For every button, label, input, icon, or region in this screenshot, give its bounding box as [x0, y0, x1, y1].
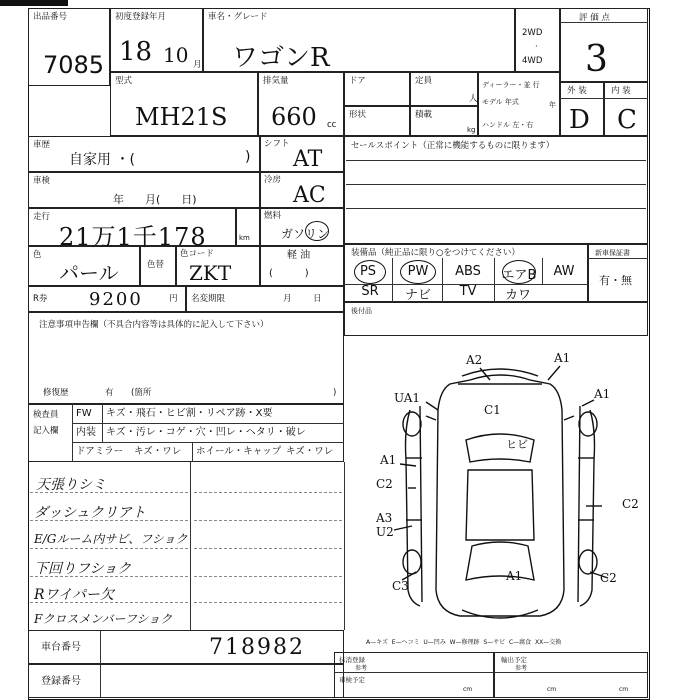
equip-aw: AW: [553, 264, 575, 279]
warranty-label: 新車保証書: [595, 249, 630, 257]
equip-airbag: エアB: [501, 268, 537, 283]
displacement-value: 660: [271, 103, 317, 131]
usage-close: ): [245, 149, 251, 165]
interior-grade: C: [617, 105, 637, 135]
lot-number: 7085: [43, 51, 105, 79]
mileage-cell: [28, 208, 236, 251]
footer-box4: 参考: [515, 665, 528, 672]
remarks-right-border: [344, 462, 345, 630]
equip-leather: カワ: [504, 288, 531, 303]
cc-unit: cc: [327, 120, 337, 130]
mileage-label: 走行: [33, 212, 51, 222]
yen-unit: 円: [169, 294, 178, 304]
remarks-divider: [190, 462, 191, 630]
score-cell: [560, 8, 648, 82]
diagram-mark-a1-right: A1: [594, 387, 611, 401]
interior-label: 内 装: [611, 86, 631, 96]
inspect-wheel-cat: ホイール・キャップ: [196, 446, 282, 457]
inspector-label-2: 記入欄: [33, 426, 59, 436]
dealer-label: ディーラー・並 行: [482, 81, 540, 89]
handle-label: ハンドル 左・右: [482, 121, 534, 129]
expiry-label: 名変期限: [191, 294, 226, 304]
drive-cell: [515, 8, 560, 72]
shift-value: AT: [293, 147, 323, 172]
load-label: 積載: [415, 110, 433, 120]
remark-6: Fクロスメンバーフショク: [34, 612, 173, 626]
airbag-circle: [502, 260, 536, 284]
dealer-cell: [478, 72, 560, 136]
equip-col-3: [494, 258, 495, 302]
shift-label: シフト: [264, 139, 290, 149]
color-label: 色: [33, 250, 42, 260]
footer-cm-1: cm: [463, 686, 473, 693]
diagram-mark-c2-rear: C2: [600, 571, 617, 585]
color-code-cell: [176, 246, 260, 286]
chassis-label: 車台番号: [41, 642, 81, 653]
footer-right-box: [494, 652, 648, 698]
footer-box1-sub: 参考: [355, 665, 368, 672]
footer-box3: 輸出予定: [501, 656, 527, 664]
inspector-col-3: [192, 442, 193, 462]
inspector-row-1: [72, 423, 344, 424]
remark-2: ダッシュクリアト: [34, 505, 146, 521]
lot-number-cell: [28, 8, 110, 86]
sales-line-2: [346, 184, 646, 185]
color-cell: [28, 246, 140, 286]
diagram-mark-c1: C1: [484, 403, 501, 417]
sales-points-cell: [344, 136, 648, 244]
diagram-mark-crack: ヒビ: [506, 438, 528, 451]
equip-abs: ABS: [455, 264, 481, 279]
pw-circle: [400, 260, 436, 284]
displacement-label: 排気量: [263, 76, 289, 86]
fuel-circle: [305, 221, 329, 241]
remark-right-line-1: [194, 492, 342, 493]
inspect-fw-cat: FW: [76, 408, 92, 419]
footer-left-box: [334, 652, 494, 698]
repaint-label: 色替: [147, 260, 165, 270]
ac-value: AC: [293, 183, 326, 208]
mileage-value: 21万1千178: [59, 223, 207, 251]
equip-pw: PW: [407, 264, 429, 279]
remark-right-line-2: [194, 520, 342, 521]
inspection-cell: [28, 172, 260, 208]
grade-label-divider: [560, 98, 648, 99]
first-reg-year: 18: [119, 37, 153, 67]
remark-right-line-3: [194, 548, 342, 549]
load-unit: kg: [467, 126, 476, 134]
shift-cell: [260, 136, 344, 172]
first-reg-month: 10: [163, 43, 189, 67]
inspector-col-2: [102, 404, 103, 442]
diagram-mark-a1-left: A1: [380, 453, 397, 467]
inspector-col: [72, 404, 73, 462]
drive-2wd: 2WD: [522, 28, 543, 38]
equip-navi: ナビ: [404, 288, 431, 303]
diagram-mark-c3: C3: [392, 579, 409, 593]
expiry-fields: 月 日: [283, 294, 322, 304]
exterior-grade: D: [569, 105, 590, 135]
warranty-cell: [588, 244, 648, 302]
footer-box1: 抹消登録: [339, 656, 365, 664]
sales-line-1: [346, 160, 646, 161]
diagram-mark-u2: U2: [376, 525, 394, 539]
light-oil-paren: ( ): [269, 268, 309, 279]
repair-place: (箇所: [131, 388, 152, 398]
drive-dot: ·: [535, 42, 538, 52]
diagram-mark-c2-right: C2: [622, 497, 639, 511]
aftermarket-cell: [344, 302, 648, 336]
capacity-cell: [410, 72, 478, 106]
inspect-int-text: キズ・汚レ・コゲ・穴・凹レ・ヘタリ・破レ: [106, 427, 306, 438]
equip-col-4: [542, 258, 543, 284]
ac-cell: [260, 172, 344, 208]
inspect-mirror-text: キズ・ワレ: [134, 446, 182, 457]
remark-3: E/Gルーム内サビ、フショク: [34, 532, 188, 546]
shape-label: 形状: [349, 110, 367, 120]
ac-label: 冷房: [264, 175, 282, 185]
model-value: MH21S: [135, 103, 228, 131]
light-oil-cell: [260, 246, 344, 286]
remark-line-3: [30, 548, 188, 549]
interior-grade-cell: [604, 82, 648, 136]
aftermarket-label: 後付品: [351, 307, 372, 315]
equip-ps: PS: [359, 264, 377, 279]
km-unit: km: [239, 234, 250, 242]
repair-label: 修復歴: [43, 388, 69, 398]
sales-points-label: セールスポイント（正常に機能するものに限ります）: [351, 141, 555, 151]
remark-right-line-4: [194, 576, 342, 577]
drive-4wd: 4WD: [522, 56, 543, 66]
capacity-unit: 人: [469, 94, 478, 104]
load-cell: [410, 106, 478, 136]
remark-4: 下回りフショク: [34, 561, 132, 577]
top-black-tab: [0, 0, 68, 6]
inspector-row-2: [72, 442, 344, 443]
inspect-fw-text: キズ・飛石・ヒビ割・リペア跡・X要: [106, 408, 273, 419]
equip-col-1: [392, 258, 393, 302]
first-reg-label: 初度登録年月: [115, 12, 167, 22]
month-suffix: 月: [193, 60, 202, 70]
score-underline: [560, 22, 648, 23]
model-cell: [110, 72, 258, 136]
equipment-header: 装備品（純正品に限り○をつけてください）: [351, 248, 520, 258]
warranty-divider: [588, 258, 648, 259]
light-oil-label: 軽 油: [287, 250, 311, 261]
color-code-value: ZKT: [189, 261, 232, 285]
usage-label: 車歴: [33, 140, 51, 150]
caution-cell: [28, 312, 344, 404]
score-value: 3: [585, 39, 608, 80]
footer-cm-2: cm: [547, 686, 557, 693]
registration-cell: [28, 664, 344, 698]
fuel-value: ガソリン: [281, 227, 330, 241]
footer-cm-3: cm: [619, 686, 629, 693]
model-label: 型式: [115, 76, 133, 86]
equip-col-2: [442, 258, 443, 302]
inspect-int-cat: 内装: [76, 427, 96, 438]
chassis-number: 718982: [209, 635, 305, 660]
recycle-label: R券: [33, 294, 48, 304]
chassis-cell: [28, 630, 344, 664]
diagram-mark-a1-rear: A1: [506, 569, 523, 583]
inspect-mirror-cat: ドアミラー: [76, 446, 124, 457]
repaint-cell: [140, 246, 176, 286]
diagram-legend: A—キズ E—ヘコミ U—凹み W—修理跡 S—サビ C—腐食 XX—交換: [366, 639, 562, 646]
equip-sr: SR: [361, 284, 379, 299]
registration-label: 登録番号: [41, 676, 81, 687]
recycle-value: 9200: [89, 289, 143, 310]
km-cell: [236, 208, 260, 246]
shape-cell: [344, 106, 410, 136]
warranty-value: 有・無: [599, 274, 632, 287]
diagram-mark-a1-front: A1: [554, 351, 571, 365]
diagram-mark-a3: A3: [376, 511, 393, 525]
equip-tv: TV: [459, 284, 477, 299]
car-diagram: [350, 340, 646, 630]
repair-yes: 有: [105, 388, 114, 398]
inspection-fields: 年 月( 日): [113, 193, 197, 206]
remark-right-line-5: [194, 602, 342, 603]
car-name-cell: [203, 8, 515, 72]
caution-label: 注意事項申告欄（不具合内容等は具体的に記入して下さい）: [39, 320, 269, 330]
exterior-grade-cell: [560, 82, 604, 136]
exterior-label: 外 装: [567, 86, 587, 96]
fuel-label: 燃料: [264, 211, 282, 221]
car-name-label: 車名・グレード: [208, 12, 268, 22]
color-value: パール: [59, 261, 119, 285]
ps-circle: [354, 260, 386, 284]
expiry-cell: [186, 286, 344, 312]
model-year-unit: 年: [549, 101, 556, 109]
first-registration-cell: [110, 8, 203, 72]
displacement-cell: [258, 72, 344, 136]
usage-value: 自家用 ・(: [69, 152, 135, 168]
usage-cell: [28, 136, 260, 172]
car-name: ワゴンR: [232, 43, 330, 73]
door-cell: [344, 72, 410, 106]
footer-box2: 車検予定: [339, 676, 365, 684]
score-label: 評 価 点: [579, 13, 610, 23]
remark-5: Rワイパー欠: [34, 587, 114, 603]
recycle-cell: [28, 286, 186, 312]
diagram-mark-a2: A2: [466, 353, 483, 367]
lot-label: 出品番号: [33, 12, 68, 22]
inspect-wheel-text: キズ・ワレ: [286, 446, 334, 457]
sales-line-3: [346, 208, 646, 209]
color-code-label: 色コード: [180, 249, 215, 259]
fuel-cell: [260, 208, 344, 246]
remark-1: 天張りシミ: [36, 477, 106, 493]
model-year-label: モデル 年式: [482, 98, 519, 106]
capacity-label: 定員: [415, 76, 433, 86]
diagram-mark-ua1: UA1: [394, 391, 421, 405]
inspection-label: 車検: [33, 176, 51, 186]
repair-close: ): [333, 388, 337, 398]
diagram-mark-c2-left: C2: [376, 477, 393, 491]
inspector-label-1: 検査員: [33, 410, 59, 420]
door-label: ドア: [349, 76, 366, 86]
